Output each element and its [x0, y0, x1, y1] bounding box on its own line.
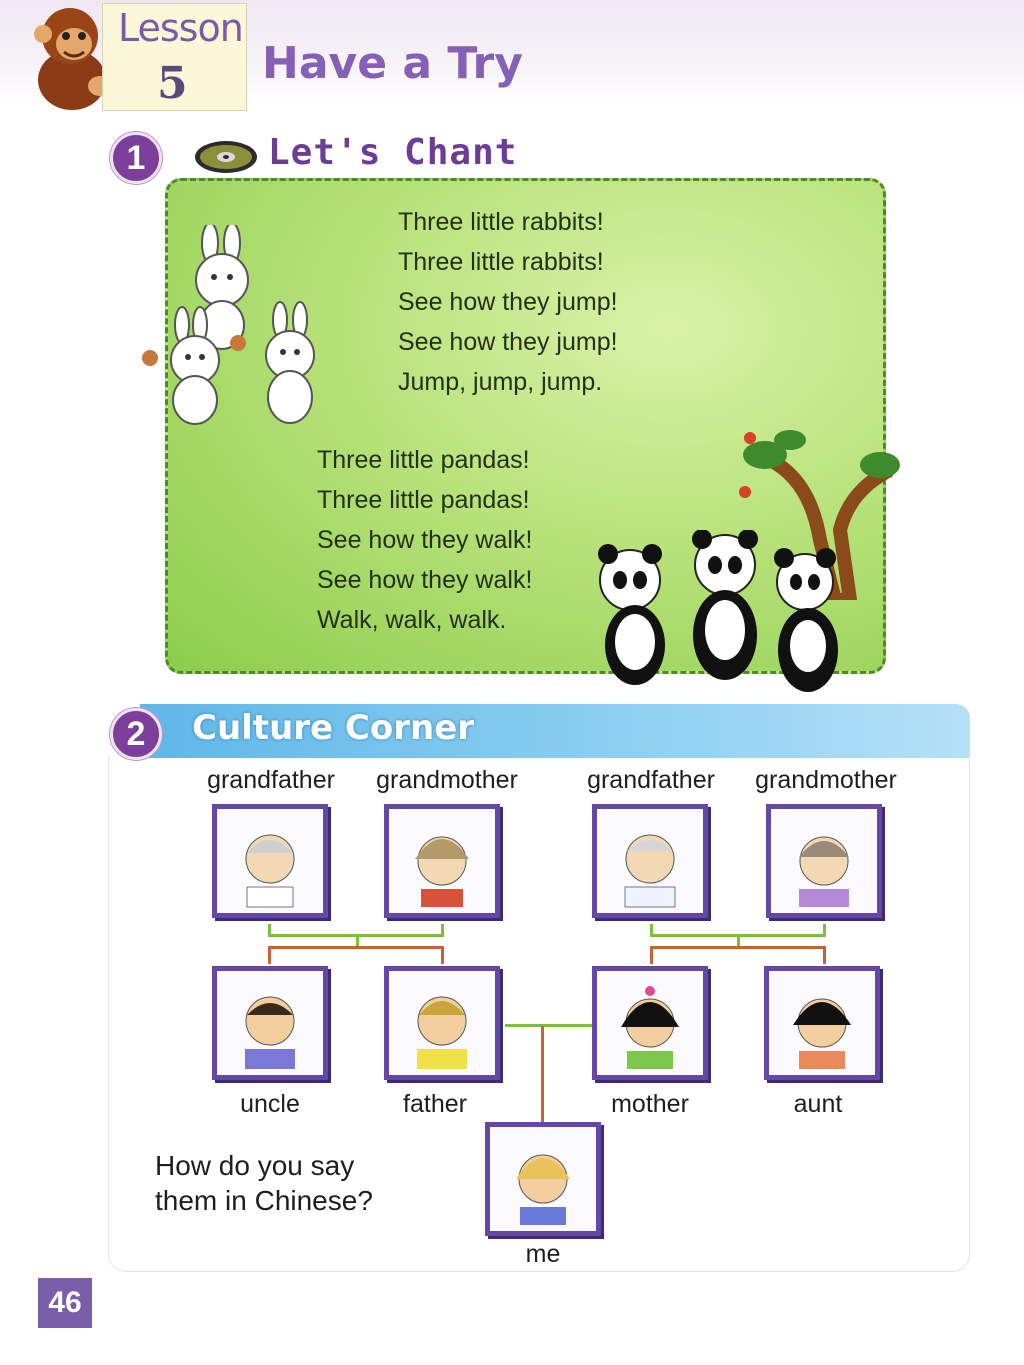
- lesson-label: Lesson: [118, 6, 243, 50]
- rabbits-illustration: [140, 225, 340, 445]
- label-grandmother-maternal: grandmother: [755, 766, 897, 794]
- label-aunt: aunt: [793, 1090, 843, 1118]
- portrait-grandfather-paternal: [212, 804, 328, 918]
- section-1-title: Let's Chant: [268, 132, 518, 173]
- portrait-mother: [592, 966, 708, 1080]
- pandas-illustration: [580, 530, 860, 705]
- connector-line: [505, 1024, 592, 1027]
- section-1-badge: 1: [110, 132, 162, 184]
- connector-line: [268, 946, 271, 964]
- portrait-aunt: [764, 966, 880, 1080]
- lesson-number: 5: [157, 58, 188, 109]
- chant-line: Jump, jump, jump.: [398, 368, 603, 396]
- connector-line: [441, 946, 444, 964]
- chant-line: See how they walk!: [317, 526, 533, 554]
- question-text: [155, 1148, 455, 1218]
- connector-line: [823, 924, 826, 936]
- question-line-2: them in Chinese?: [155, 1185, 373, 1216]
- label-mother: mother: [611, 1090, 689, 1118]
- connector-line: [650, 946, 826, 949]
- label-grandfather-paternal: grandfather: [207, 766, 335, 794]
- section-2-title: Culture Corner: [192, 708, 475, 748]
- label-grandmother-paternal: grandmother: [376, 766, 518, 794]
- chant-line: See how they walk!: [317, 566, 533, 594]
- chant-line: Three little rabbits!: [398, 248, 604, 276]
- portrait-me: [485, 1122, 601, 1236]
- label-uncle: uncle: [240, 1090, 300, 1118]
- connector-line: [268, 946, 444, 949]
- connector-line: [268, 924, 271, 936]
- portrait-father: [384, 966, 500, 1080]
- chant-line: See how they jump!: [398, 288, 618, 316]
- connector-line: [650, 924, 653, 936]
- section-2-badge: 2: [110, 708, 162, 760]
- portrait-uncle: [212, 966, 328, 1080]
- label-me: me: [525, 1240, 561, 1268]
- chant-line: Walk, walk, walk.: [317, 606, 507, 634]
- question-line-1: How do you say: [155, 1150, 355, 1181]
- connector-line: [823, 946, 826, 964]
- portrait-grandfather-maternal: [592, 804, 708, 918]
- connector-line: [541, 1026, 544, 1122]
- chant-line: Three little rabbits!: [398, 208, 604, 236]
- page-number: 46: [38, 1278, 92, 1328]
- chant-line: Three little pandas!: [317, 486, 530, 514]
- connector-line: [650, 946, 653, 964]
- chant-line: Three little pandas!: [317, 446, 530, 474]
- page-title: Have a Try: [262, 38, 523, 89]
- label-grandfather-maternal: grandfather: [587, 766, 715, 794]
- connector-line: [441, 924, 444, 936]
- label-father: father: [403, 1090, 467, 1118]
- audio-cd-icon[interactable]: [193, 138, 259, 176]
- portrait-grandmother-maternal: [766, 804, 882, 918]
- chant-line: See how they jump!: [398, 328, 618, 356]
- portrait-grandmother-paternal: [384, 804, 500, 918]
